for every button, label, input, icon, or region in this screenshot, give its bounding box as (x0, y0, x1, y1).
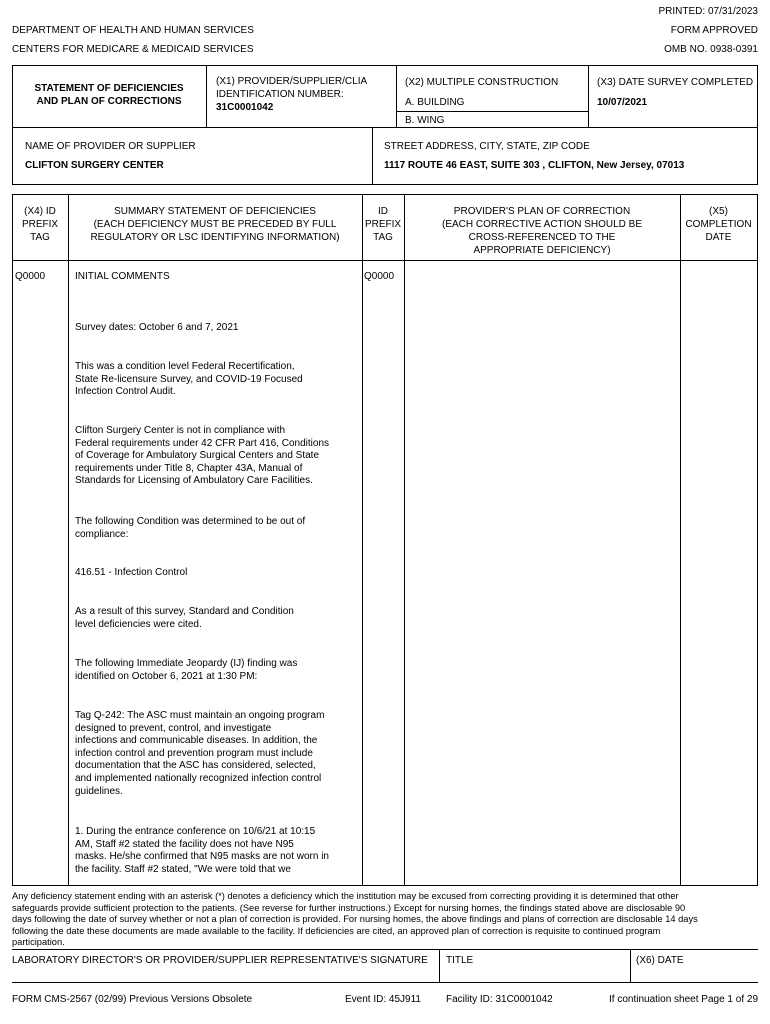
x5-header: (X5) COMPLETION DATE (685, 206, 752, 243)
provider-name-value: CLIFTON SURGERY CENTER (25, 160, 164, 171)
provider-name-label: NAME OF PROVIDER OR SUPPLIER (25, 141, 196, 152)
survey-type: This was a condition level Federal Recertification, State Re-licensure Survey, and COVID-19 Focused Infection Control Audit. (75, 361, 303, 398)
survey-dates: Survey dates: October 6 and 7, 2021 (75, 322, 239, 333)
initial-comments: INITIAL COMMENTS (75, 271, 170, 282)
form-approved: FORM APPROVED (670, 25, 758, 36)
plan-header: PROVIDER'S PLAN OF CORRECTION (EACH CORRECTIVE ACTION SHOULD BE CROSS-REFERENCED TO THE APPROPRIATE DEFICIENCY) (441, 206, 643, 256)
x3-value: 10/07/2021 (597, 97, 648, 108)
signature-label: LABORATORY DIRECTOR'S OR PROVIDER/SUPPLIER REPRESENTATIVE'S SIGNATURE (12, 955, 428, 966)
title-label: TITLE (446, 955, 474, 966)
omb-number: OMB NO. 0938-0391 (664, 44, 758, 55)
ij-finding: The following Immediate Jeopardy (IJ) finding was identified on October 6, 2021 at 1:30 PM: (75, 658, 298, 682)
event-id: Event ID: 45J911 (345, 994, 421, 1005)
printed-date: PRINTED: 07/31/2023 (658, 6, 758, 17)
centers-name: CENTERS FOR MEDICARE & MEDICAID SERVICES (12, 44, 254, 55)
id-header: ID PREFIX TAG (364, 206, 402, 243)
finding-1: 1. During the entrance conference on 10/6/21 at 10:15 AM, Staff #2 stated the facility does not have N95 masks. He/she confirmed that N95 masks are not worn in the facility. Staff #2 stated, "We were told that we (75, 826, 329, 875)
tag-right: Q0000 (364, 271, 395, 282)
x2-label: (X2) MULTIPLE CONSTRUCTION (405, 77, 559, 88)
condition-statement: The following Condition was determined to be out of compliance: (75, 516, 306, 540)
date-label: (X6) DATE (636, 955, 684, 966)
facility-id: Facility ID: 31C0001042 (446, 994, 553, 1005)
address-label: STREET ADDRESS, CITY, STATE, ZIP CODE (384, 141, 590, 152)
tag-left: Q0000 (15, 271, 46, 282)
infection-control: 416.51 - Infection Control (75, 567, 188, 578)
x4-header: (X4) ID PREFIX TAG (21, 206, 59, 243)
x1-value: 31C0001042 (216, 102, 274, 113)
address-value: 1117 ROUTE 46 EAST, SUITE 303 , CLIFTON, New Jersey, 07013 (384, 160, 685, 171)
compliance-statement: Clifton Surgery Center is not in compliance with Federal requirements under 42 CFR Part 416, Conditions of Coverage for Ambulatory Surgical Centers and State requirements under Title 8, Chapter 43A, Manual of Standards for Licensing of Ambulatory Care Facilities. (75, 425, 330, 487)
department-name: DEPARTMENT OF HEALTH AND HUMAN SERVICES (12, 25, 254, 36)
summary-header: SUMMARY STATEMENT OF DEFICIENCIES (EACH DEFICIENCY MUST BE PRECEDED BY FULL REGULATORY OR LSC IDENTIFYING INFORMATION) (90, 206, 340, 243)
x2-wing: B. WING (405, 115, 445, 126)
deficiencies-cited: As a result of this survey, Standard and Condition level deficiencies were cited. (75, 606, 294, 630)
statement-title: STATEMENT OF DEFICIENCIES AND PLAN OF CORRECTIONS (34, 83, 184, 107)
x1-label: (X1) PROVIDER/SUPPLIER/CLIA IDENTIFICATION NUMBER: (216, 76, 368, 100)
x2-building: A. BUILDING (405, 97, 465, 108)
continuation-page: If continuation sheet Page 1 of 29 (609, 994, 758, 1005)
form-number: FORM CMS-2567 (02/99) Previous Versions Obsolete (12, 994, 253, 1005)
disclaimer: Any deficiency statement ending with an asterisk (*) denotes a deficiency which the institution may be excused from correcting providing it is determined that other safeguards provide sufficient protection to the patients. (See reverse for further instructions.) Except for nursing homes, the findings stated above are disclosable 90 days following the date of survey whether or not a plan of correction is provided. For nursing homes, the above findings and plans of correction are disclosable 14 days following the date these documents are made available to the facility. If deficiencies are cited, an approved plan of correction is requisite to continued program participation. (12, 891, 698, 947)
tag-q242: Tag Q-242: The ASC must maintain an ongoing program designed to prevent, control, and investigate infections and communicable diseases. In addition, the infection control and prevention program must include documentation that the ASC has considered, selected, and implemented nationally recognized infection control guidelines. (75, 710, 325, 797)
x3-label: (X3) DATE SURVEY COMPLETED (597, 77, 754, 88)
